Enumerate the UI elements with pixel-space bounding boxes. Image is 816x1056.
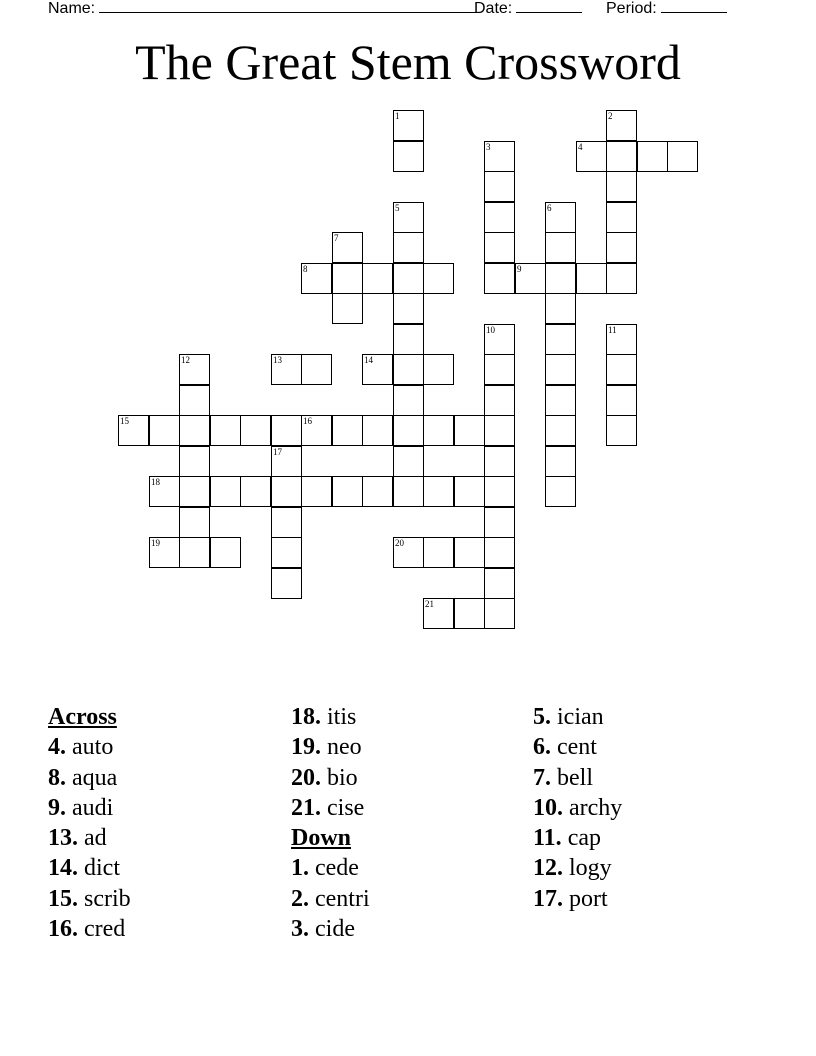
crossword-cell[interactable] xyxy=(454,537,485,568)
clue-across-18 xyxy=(291,702,370,732)
crossword-cell[interactable] xyxy=(606,354,637,385)
crossword-cell[interactable] xyxy=(484,171,515,202)
crossword-cell[interactable] xyxy=(637,141,668,172)
clue-text: cred xyxy=(84,916,126,943)
clue-text: logy xyxy=(569,855,612,882)
clue-text: cent xyxy=(557,734,597,761)
clue-text: port xyxy=(569,885,608,912)
clue-text: archy xyxy=(569,794,623,821)
crossword-cell[interactable] xyxy=(393,110,424,141)
crossword-cell[interactable] xyxy=(423,263,454,294)
crossword-cell[interactable] xyxy=(484,202,515,233)
crossword-cell[interactable] xyxy=(545,232,576,263)
crossword-cell[interactable] xyxy=(179,354,210,385)
crossword-cell[interactable] xyxy=(179,507,210,538)
clue-number: 6. xyxy=(533,734,551,761)
clue-number: 7. xyxy=(533,764,551,791)
clue-down-1 xyxy=(291,853,370,883)
cell-number: 6 xyxy=(547,203,552,213)
clue-column-1 xyxy=(48,702,131,944)
cell-number: 15 xyxy=(120,416,129,426)
clue-text: itis xyxy=(327,704,357,730)
clue-text: audi xyxy=(72,794,114,821)
cell-number: 16 xyxy=(303,416,312,426)
crossword-cell[interactable] xyxy=(667,141,698,172)
clue-number: 21. xyxy=(291,794,321,821)
crossword-cell[interactable] xyxy=(210,537,241,568)
date-field[interactable] xyxy=(474,0,582,18)
crossword-cell[interactable] xyxy=(606,263,637,294)
clue-number: 15. xyxy=(48,885,78,912)
clue-text: centri xyxy=(315,885,370,912)
crossword-cell[interactable] xyxy=(484,324,515,355)
period-field[interactable] xyxy=(606,0,727,18)
crossword-cell[interactable] xyxy=(210,415,241,446)
crossword-cell[interactable] xyxy=(362,415,393,446)
crossword-cell[interactable] xyxy=(179,446,210,477)
crossword-cell[interactable] xyxy=(240,415,271,446)
crossword-cell[interactable] xyxy=(393,415,424,446)
clue-across-20 xyxy=(291,763,370,793)
crossword-cell[interactable] xyxy=(545,415,576,446)
crossword-cell[interactable] xyxy=(545,354,576,385)
cell-number: 8 xyxy=(303,264,308,274)
crossword-cell[interactable] xyxy=(118,415,149,446)
crossword-cell[interactable] xyxy=(393,385,424,416)
clue-across-21 xyxy=(291,793,370,823)
crossword-cell[interactable] xyxy=(393,293,424,324)
cell-number: 5 xyxy=(395,203,400,213)
crossword-cell[interactable] xyxy=(179,537,210,568)
across-heading: Across xyxy=(48,704,117,730)
clue-number: 20. xyxy=(291,764,321,791)
clue-across-4 xyxy=(48,732,131,762)
crossword-cell[interactable] xyxy=(423,476,454,507)
clue-number: 3. xyxy=(291,916,309,943)
crossword-cell[interactable] xyxy=(484,354,515,385)
clue-text: aqua xyxy=(72,764,118,791)
crossword-cell[interactable] xyxy=(484,141,515,172)
clue-down-17 xyxy=(533,884,622,914)
crossword-cell[interactable] xyxy=(393,476,424,507)
crossword-cell[interactable] xyxy=(576,263,607,294)
clue-text: dict xyxy=(84,855,120,882)
clue-across-15 xyxy=(48,884,131,914)
crossword-cell[interactable] xyxy=(271,568,302,599)
clue-number: 19. xyxy=(291,734,321,761)
clue-text: auto xyxy=(72,734,114,761)
clue-text: cise xyxy=(327,794,365,821)
crossword-cell[interactable] xyxy=(362,354,393,385)
crossword-cell[interactable] xyxy=(271,446,302,477)
clue-column-3 xyxy=(533,702,622,914)
crossword-cell[interactable] xyxy=(606,110,637,141)
crossword-cell[interactable] xyxy=(393,446,424,477)
cell-number: 12 xyxy=(181,355,190,365)
crossword-cell[interactable] xyxy=(179,385,210,416)
crossword-cell[interactable] xyxy=(271,476,302,507)
clue-across-14 xyxy=(48,853,131,883)
crossword-cell[interactable] xyxy=(545,476,576,507)
crossword-cell[interactable] xyxy=(423,415,454,446)
period-blank[interactable] xyxy=(661,0,727,13)
crossword-cell[interactable] xyxy=(423,537,454,568)
clue-down-5 xyxy=(533,702,622,732)
cell-number: 11 xyxy=(608,325,617,335)
crossword-cell[interactable] xyxy=(301,415,332,446)
crossword-cell[interactable] xyxy=(271,507,302,538)
clue-column-2 xyxy=(291,702,370,944)
cell-number: 1 xyxy=(395,111,400,121)
crossword-cell[interactable] xyxy=(332,415,363,446)
clue-number: 2. xyxy=(291,885,309,912)
clue-number: 4. xyxy=(48,734,66,761)
clue-number: 18. xyxy=(291,704,321,730)
crossword-cell[interactable] xyxy=(606,385,637,416)
cell-number: 3 xyxy=(486,142,491,152)
crossword-cell[interactable] xyxy=(179,476,210,507)
crossword-cell[interactable] xyxy=(606,324,637,355)
clue-text: neo xyxy=(327,734,362,761)
name-field[interactable] xyxy=(48,0,477,18)
crossword-cell[interactable] xyxy=(606,171,637,202)
cell-number: 2 xyxy=(608,111,613,121)
crossword-cell[interactable] xyxy=(149,537,180,568)
clue-down-7 xyxy=(533,763,622,793)
crossword-cell[interactable] xyxy=(606,232,637,263)
crossword-cell[interactable] xyxy=(454,598,485,629)
crossword-cell[interactable] xyxy=(454,476,485,507)
crossword-cell[interactable] xyxy=(515,263,546,294)
clue-number: 8. xyxy=(48,764,66,791)
crossword-cell[interactable] xyxy=(423,598,454,629)
clue-down-2 xyxy=(291,884,370,914)
clue-number: 5. xyxy=(533,704,551,730)
clue-number: 17. xyxy=(533,885,563,912)
crossword-cell[interactable] xyxy=(484,598,515,629)
crossword-cell[interactable] xyxy=(545,263,576,294)
crossword-cell[interactable] xyxy=(240,476,271,507)
crossword-cell[interactable] xyxy=(332,263,363,294)
date-blank[interactable] xyxy=(516,0,582,13)
cell-number: 9 xyxy=(517,264,522,274)
clue-text: ician xyxy=(557,704,604,730)
clue-number: 13. xyxy=(48,825,78,852)
clue-across-16 xyxy=(48,914,131,944)
crossword-cell[interactable] xyxy=(332,476,363,507)
crossword-cell[interactable] xyxy=(606,202,637,233)
crossword-cell[interactable] xyxy=(484,415,515,446)
clue-down-12 xyxy=(533,853,622,883)
clue-across-8 xyxy=(48,763,131,793)
clue-text: cede xyxy=(315,855,359,882)
crossword-cell[interactable] xyxy=(332,293,363,324)
crossword-cell[interactable] xyxy=(332,232,363,263)
clue-text: cap xyxy=(567,825,601,852)
crossword-cell[interactable] xyxy=(454,415,485,446)
clue-number: 9. xyxy=(48,794,66,821)
crossword-cell[interactable] xyxy=(271,415,302,446)
page-title: The Great Stem Crossword xyxy=(135,34,681,90)
crossword-cell[interactable] xyxy=(545,293,576,324)
crossword-cell[interactable] xyxy=(393,537,424,568)
cell-number: 4 xyxy=(578,142,583,152)
crossword-cell[interactable] xyxy=(484,476,515,507)
crossword-cell[interactable] xyxy=(301,476,332,507)
crossword-cell[interactable] xyxy=(210,476,241,507)
cell-number: 17 xyxy=(273,447,282,457)
crossword-cell[interactable] xyxy=(545,446,576,477)
clue-text: ad xyxy=(84,825,107,852)
date-label: Date: xyxy=(474,0,513,17)
crossword-cell[interactable] xyxy=(271,537,302,568)
crossword-cell[interactable] xyxy=(149,415,180,446)
crossword-cell[interactable] xyxy=(393,141,424,172)
clue-number: 16. xyxy=(48,916,78,943)
crossword-cell[interactable] xyxy=(484,232,515,263)
clue-down-11 xyxy=(533,823,622,853)
crossword-cell[interactable] xyxy=(484,446,515,477)
cell-number: 13 xyxy=(273,355,282,365)
name-blank[interactable] xyxy=(99,0,477,13)
clue-text: cide xyxy=(315,916,355,943)
clue-number: 14. xyxy=(48,855,78,882)
clue-down-10 xyxy=(533,793,622,823)
clue-across-13 xyxy=(48,823,131,853)
cell-number: 10 xyxy=(486,325,495,335)
crossword-cell[interactable] xyxy=(484,568,515,599)
cell-number: 19 xyxy=(151,538,160,548)
clue-text: bio xyxy=(327,764,358,791)
crossword-cell[interactable] xyxy=(301,354,332,385)
clue-across-9 xyxy=(48,793,131,823)
crossword-cell[interactable] xyxy=(484,263,515,294)
name-label: Name: xyxy=(48,0,96,17)
cell-number: 14 xyxy=(364,355,373,365)
crossword-cell[interactable] xyxy=(484,385,515,416)
clue-across-19 xyxy=(291,732,370,762)
down-heading: Down xyxy=(291,825,352,852)
clue-number: 10. xyxy=(533,794,563,821)
clue-text: scrib xyxy=(84,885,131,912)
period-label: Period: xyxy=(606,0,657,17)
crossword-cell[interactable] xyxy=(301,263,332,294)
crossword-cell[interactable] xyxy=(484,537,515,568)
crossword-cell[interactable] xyxy=(484,507,515,538)
cell-number: 18 xyxy=(151,477,160,487)
crossword-cell[interactable] xyxy=(362,476,393,507)
crossword-cell[interactable] xyxy=(393,232,424,263)
crossword-cell[interactable] xyxy=(545,385,576,416)
clue-text: bell xyxy=(557,764,593,791)
crossword-cell[interactable] xyxy=(545,324,576,355)
clue-number: 11. xyxy=(533,825,562,852)
crossword-cell[interactable] xyxy=(271,354,302,385)
cell-number: 21 xyxy=(425,599,434,609)
crossword-cell[interactable] xyxy=(393,354,424,385)
crossword-cell[interactable] xyxy=(606,415,637,446)
cell-number: 7 xyxy=(334,233,339,243)
clue-down-6 xyxy=(533,732,622,762)
crossword-cell[interactable] xyxy=(393,324,424,355)
crossword-cell[interactable] xyxy=(362,263,393,294)
crossword-cell[interactable] xyxy=(393,263,424,294)
clue-number: 12. xyxy=(533,855,563,882)
clue-number: 1. xyxy=(291,855,309,882)
crossword-cell[interactable] xyxy=(545,202,576,233)
cell-number: 20 xyxy=(395,538,404,548)
crossword-cell[interactable] xyxy=(576,141,607,172)
crossword-cell[interactable] xyxy=(423,354,454,385)
clue-down-3 xyxy=(291,914,370,944)
crossword-cell[interactable] xyxy=(606,141,637,172)
crossword-cell[interactable] xyxy=(149,476,180,507)
crossword-cell[interactable] xyxy=(393,202,424,233)
crossword-cell[interactable] xyxy=(179,415,210,446)
